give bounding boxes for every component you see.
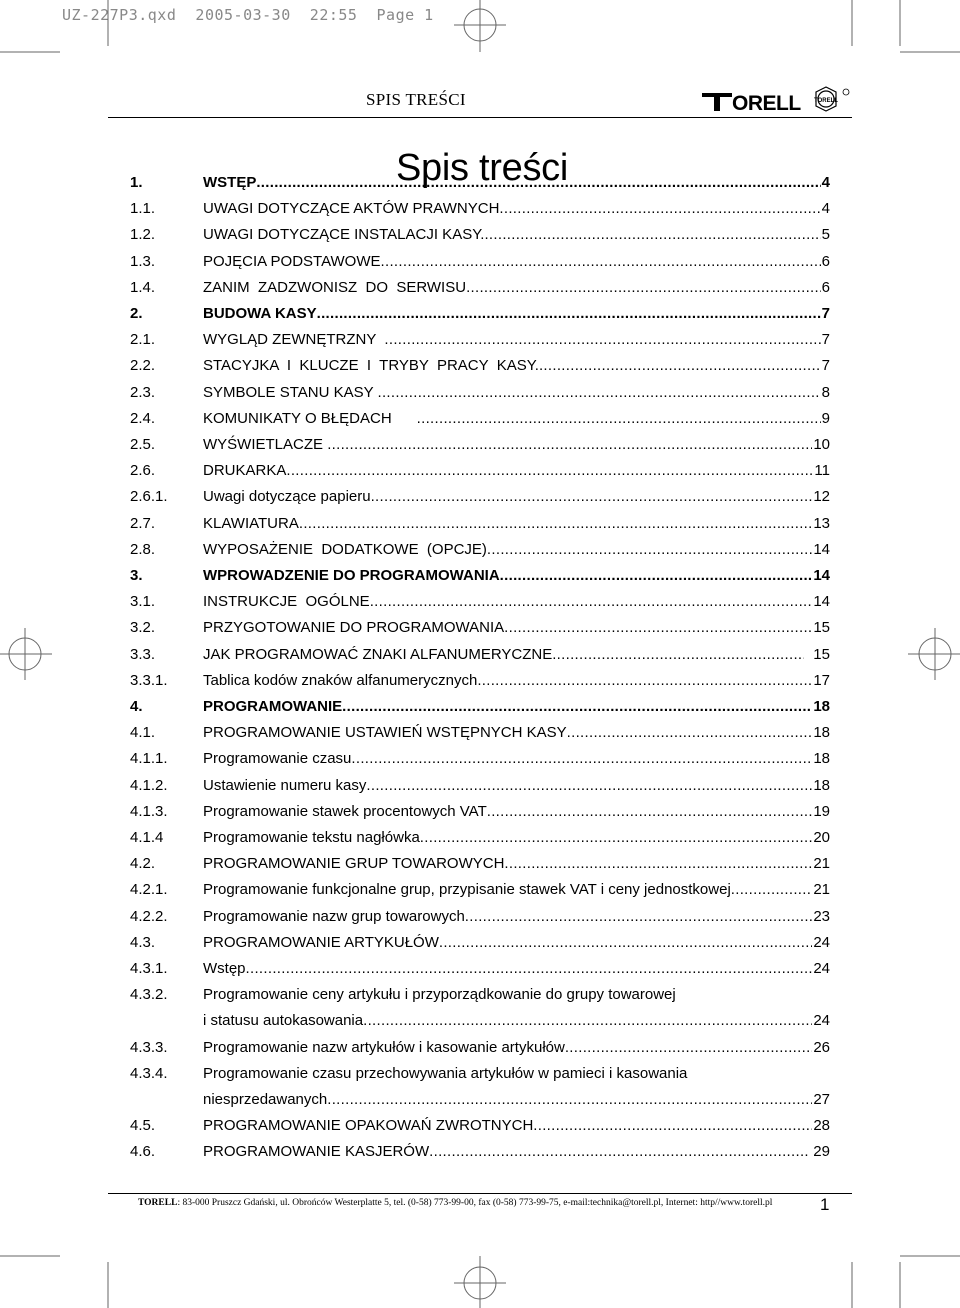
toc-dot-leader	[327, 1089, 812, 1111]
toc-entry[interactable]	[130, 644, 830, 666]
toc-entry-number: 1.2.	[130, 226, 156, 244]
toc-dot-leader	[256, 172, 820, 194]
toc-dot-leader	[417, 408, 821, 430]
toc-entry-label: JAK PROGRAMOWAĆ ZNAKI ALFANUMERYCZNE	[203, 645, 553, 663]
toc-entry-label: PROGRAMOWANIE GRUP TOWAROWYCH	[203, 855, 505, 873]
toc-entry[interactable]	[130, 775, 830, 797]
toc-entry-number: 4.1.	[130, 724, 156, 742]
toc-dot-leader	[370, 591, 813, 613]
toc-entry-page: 19	[813, 802, 830, 820]
toc-entry[interactable]	[130, 277, 830, 299]
toc-entry-number: 1.1.	[130, 200, 156, 218]
toc-dot-leader	[731, 879, 813, 901]
svg-text:TORELL: TORELL	[814, 98, 838, 104]
toc-dot-leader	[565, 1037, 812, 1059]
toc-entry-page: 11	[814, 462, 830, 480]
toc-entry-page: 27	[813, 1091, 830, 1108]
toc-entry[interactable]	[130, 434, 830, 456]
toc-entry-label: DRUKARKA	[203, 462, 287, 480]
toc-entry-label: WPROWADZENIE DO PROGRAMOWANIA	[203, 567, 500, 584]
toc-entry[interactable]	[130, 591, 830, 613]
toc-entry-number: 4.2.	[130, 855, 156, 873]
toc-entry-number: 2.6.	[130, 462, 156, 480]
toc-entry-number: 4.3.	[130, 933, 156, 951]
toc-dot-leader	[363, 1010, 812, 1032]
toc-entry[interactable]	[130, 198, 830, 220]
toc-entry-page: 20	[813, 829, 830, 846]
toc-dot-leader	[500, 565, 813, 587]
toc-entry-number: 4.2.1.	[130, 881, 168, 899]
toc-entry-number: 1.	[130, 174, 143, 191]
toc-entry-page: 21	[813, 881, 830, 899]
toc-entry-number: 3.2.	[130, 619, 156, 637]
toc-entry-page: 9	[821, 409, 830, 427]
toc-entry-page: 8	[821, 383, 830, 401]
toc-entry-label: WYŚWIETLACZE	[203, 436, 328, 453]
toc-dot-leader	[466, 277, 821, 299]
toc-dot-leader	[552, 644, 804, 666]
toc-entry-number: 4.3.3.	[130, 1038, 168, 1056]
toc-dot-leader	[484, 224, 820, 246]
toc-entry-page: 10	[813, 436, 830, 453]
toc-dot-leader	[371, 486, 813, 508]
toc-dot-leader	[286, 460, 813, 482]
toc-entry-label: KLAWIATURA	[203, 514, 299, 532]
toc-entry[interactable]	[130, 303, 830, 325]
toc-entry[interactable]	[130, 1089, 830, 1111]
toc-entry-number: 2.	[130, 305, 143, 322]
svg-text:ORELL: ORELL	[732, 92, 801, 115]
toc-entry-label: PROGRAMOWANIE	[203, 698, 343, 715]
toc-entry-number: 4.6.	[130, 1143, 156, 1161]
footer-contact	[138, 1198, 772, 1208]
toc-entry[interactable]	[130, 408, 830, 430]
toc-entry-page: 13	[813, 514, 830, 532]
toc-entry-number: 4.3.2.	[130, 986, 168, 1004]
toc-entry[interactable]	[130, 696, 830, 718]
toc-entry[interactable]	[130, 748, 830, 770]
toc-entry-page: 7	[821, 357, 830, 375]
toc-entry-label: POJĘCIA PODSTAWOWE	[203, 252, 381, 270]
toc-dot-leader	[378, 382, 821, 404]
toc-entry-page: 14	[813, 540, 830, 558]
toc-entry-page: 24	[813, 933, 830, 951]
toc-entry-number: 4.1.4	[130, 829, 164, 846]
toc-entry-page: 28	[813, 1117, 830, 1135]
toc-entry-label: Programowanie czasu	[203, 750, 352, 768]
toc-entry-number: 4.	[130, 698, 143, 715]
toc-entry-page: 14	[813, 593, 830, 611]
toc-entry[interactable]	[130, 879, 830, 901]
footer-address: : 83-000 Pruszcz Gdański, ul. Obrońców Westerplatte 5, tel. (0-58) 773-99-00, fax (0-58) 773-99-75, e-mail:technika@torell.pl, Internet: http//www.torell.pl	[177, 1198, 773, 1208]
page-number: 1	[820, 1195, 830, 1214]
toc-entry-number: 2.6.1.	[130, 488, 168, 506]
toc-entry-label: STACYJKA I KLUCZE I TRYBY PRACY KASY.	[203, 357, 539, 375]
toc-entry[interactable]	[130, 1141, 830, 1163]
toc-entry-label: ZANIM ZADZWONISZ DO SERWISU	[203, 278, 467, 296]
toc-entry-label: UWAGI DOTYCZĄCE INSTALACJI KASY.	[203, 226, 485, 244]
toc-entry-label: PROGRAMOWANIE ARTYKUŁÓW	[203, 933, 439, 951]
toc-entry-label: WSTĘP	[203, 174, 257, 191]
toc-entry-label: BUDOWA KASY	[203, 305, 317, 322]
toc-entry[interactable]	[130, 984, 830, 1006]
toc-entry-page: 29	[809, 1143, 830, 1161]
page-title: Spis treści	[396, 147, 568, 190]
toc-entry-number: 4.5.	[130, 1117, 156, 1135]
toc-entry-number: 2.4.	[130, 409, 156, 427]
toc-entry-label: niesprzedawanych	[203, 1091, 328, 1108]
toc-dot-leader	[504, 617, 812, 639]
toc-entry[interactable]	[130, 827, 830, 849]
toc-entry[interactable]	[130, 486, 830, 508]
toc-entry-label: Programowanie ceny artykułu i przyporządkowanie do grupy towarowej	[203, 986, 676, 1004]
toc-entry[interactable]	[130, 172, 830, 194]
toc-dot-leader	[487, 801, 813, 823]
toc-dot-leader	[342, 696, 812, 718]
toc-entry[interactable]	[130, 565, 830, 587]
toc-entry-label: PROGRAMOWANIE KASJERÓW	[203, 1143, 430, 1161]
toc-entry-page: 24	[813, 1012, 830, 1030]
toc-entry[interactable]	[130, 513, 830, 535]
toc-entry-number: 1.4.	[130, 278, 156, 296]
toc-entry-label: i statusu autokasowania	[203, 1012, 364, 1030]
toc-entry-page: 26	[813, 1038, 830, 1056]
toc-dot-leader	[299, 513, 812, 535]
toc-entry-number: 2.3.	[130, 383, 156, 401]
toc-dot-leader	[381, 251, 821, 273]
toc-entry-label: INSTRUKCJE OGÓLNE	[203, 593, 370, 611]
toc-entry-number: 4.1.2.	[130, 776, 168, 794]
toc-dot-leader	[366, 775, 812, 797]
toc-entry-page: 23	[813, 907, 830, 925]
toc-entry[interactable]	[130, 382, 830, 404]
toc-dot-leader	[504, 853, 812, 875]
toc-entry-label: Programowanie nazw artykułów i kasowanie artykułów	[203, 1038, 565, 1056]
toc-entry-number: 2.8.	[130, 540, 156, 558]
toc-entry-label: Programowanie tekstu nagłówka	[203, 829, 420, 846]
toc-entry[interactable]	[130, 1010, 830, 1032]
toc-entry-number: 4.3.4.	[130, 1064, 168, 1082]
toc-entry[interactable]	[130, 460, 830, 482]
toc-entry-page: 21	[813, 855, 830, 873]
toc-entry-number: 3.3.1.	[130, 671, 168, 689]
footer-company: TORELL	[138, 1198, 178, 1208]
footer-rule	[108, 1193, 852, 1194]
toc-entry-label: KOMUNIKATY O BŁĘDACH	[203, 409, 417, 427]
toc-entry-page: 5	[821, 226, 830, 244]
toc-dot-leader	[327, 434, 812, 456]
toc-entry-page: 18	[813, 776, 830, 794]
toc-entry-number: 2.7.	[130, 514, 156, 532]
toc-entry[interactable]	[130, 539, 830, 561]
toc-entry-page: 15	[804, 645, 830, 663]
toc-entry-number: 2.2.	[130, 357, 156, 375]
toc-entry-number: 2.5.	[130, 436, 156, 453]
toc-entry-label: Tablica kodów znaków alfanumerycznych	[203, 671, 478, 689]
toc-entry[interactable]	[130, 1115, 830, 1137]
toc-entry-page: 4	[821, 174, 830, 191]
toc-entry-label: SYMBOLE STANU KASY	[203, 383, 378, 401]
toc-entry[interactable]	[130, 329, 830, 351]
toc-dot-leader	[567, 722, 813, 744]
toc-entry-number: 3.	[130, 567, 143, 584]
toc-entry-label: Programowanie funkcjonalne grup, przypisanie stawek VAT i ceny jednostkowej	[203, 881, 731, 899]
toc-entry[interactable]	[130, 670, 830, 692]
toc-entry[interactable]	[130, 1037, 830, 1059]
toc-entry-label: UWAGI DOTYCZĄCE AKTÓW PRAWNYCH	[203, 200, 500, 218]
print-slug: UZ-227P3.qxd 2005-03-30 22:55 Page 1	[62, 6, 434, 24]
toc-entry-label: Programowanie nazw grup towarowych	[203, 907, 465, 925]
toc-dot-leader	[465, 906, 813, 928]
toc-entry-label: PROGRAMOWANIE USTAWIEŃ WSTĘPNYCH KASY	[203, 724, 567, 742]
toc-dot-leader	[477, 670, 812, 692]
toc-entry[interactable]	[130, 932, 830, 954]
toc-entry-label: WYGLĄD ZEWNĘTRZNY	[203, 331, 385, 349]
toc-dot-leader	[429, 1141, 808, 1163]
toc-entry-page: 17	[813, 671, 830, 689]
toc-entry-number: 1.3.	[130, 252, 156, 270]
toc-entry-label: Programowanie czasu przechowywania artykułów w pamieci i kasowania	[203, 1064, 688, 1082]
toc-dot-leader	[420, 827, 813, 849]
toc-entry[interactable]	[130, 617, 830, 639]
toc-dot-leader	[439, 932, 812, 954]
toc-entry-page: 7	[821, 331, 830, 349]
toc-entry-number: 3.1.	[130, 593, 156, 611]
toc-entry-page: 14	[813, 567, 830, 584]
toc-entry-number: 2.1.	[130, 331, 156, 349]
toc-dot-leader	[384, 329, 820, 351]
toc-entry-page: 18	[813, 724, 830, 742]
toc-entry-page: 18	[813, 750, 830, 768]
toc-entry-number: 4.2.2.	[130, 907, 168, 925]
toc-entry-number: 3.3.	[130, 645, 156, 663]
toc-entry[interactable]	[130, 722, 830, 744]
toc-entry-page: 7	[821, 305, 830, 322]
toc-dot-leader	[533, 1115, 812, 1137]
toc-entry-page: 24	[813, 960, 830, 977]
toc-dot-leader	[317, 303, 821, 325]
toc-entry-page: 6	[821, 252, 830, 270]
toc-dot-leader	[539, 355, 821, 377]
toc-entry-page: 15	[813, 619, 830, 637]
toc-dot-leader	[487, 539, 812, 561]
header-title: SPIS TREŚCI	[366, 90, 466, 109]
toc-entry-page: 18	[813, 698, 830, 715]
toc-entry-page: 12	[813, 488, 830, 506]
toc-entry-label: PROGRAMOWANIE OPAKOWAŃ ZWROTNYCH	[203, 1117, 534, 1135]
toc-entry-number: 4.1.3.	[130, 802, 168, 820]
toc-entry-page: 6	[821, 278, 830, 296]
toc-entry-label: PRZYGOTOWANIE DO PROGRAMOWANIA	[203, 619, 505, 637]
toc-entry-number: 4.3.1.	[130, 960, 168, 977]
toc-entry[interactable]	[130, 224, 830, 246]
toc-dot-leader	[351, 748, 812, 770]
toc-entry-label: WYPOSAŻENIE DODATKOWE (OPCJE)	[203, 540, 487, 558]
toc-entry[interactable]	[130, 1063, 830, 1085]
toc-entry[interactable]	[130, 853, 830, 875]
toc-entry[interactable]	[130, 355, 830, 377]
toc-entry[interactable]	[130, 906, 830, 928]
toc-entry-number: 4.1.1.	[130, 750, 168, 768]
toc-entry[interactable]	[130, 801, 830, 823]
toc-dot-leader	[499, 198, 820, 220]
toc-entry-label: Uwagi dotyczące papieru	[203, 488, 371, 506]
toc-entry[interactable]	[130, 251, 830, 273]
toc-dot-leader	[246, 958, 813, 980]
toc-entry-page: 4	[821, 200, 830, 218]
toc-entry[interactable]	[130, 958, 830, 980]
toc-entry-label: Wstęp	[203, 960, 246, 977]
toc-entry-label: Programowanie stawek procentowych VAT	[203, 802, 487, 820]
toc-entry-label: Ustawienie numeru kasy	[203, 776, 367, 794]
